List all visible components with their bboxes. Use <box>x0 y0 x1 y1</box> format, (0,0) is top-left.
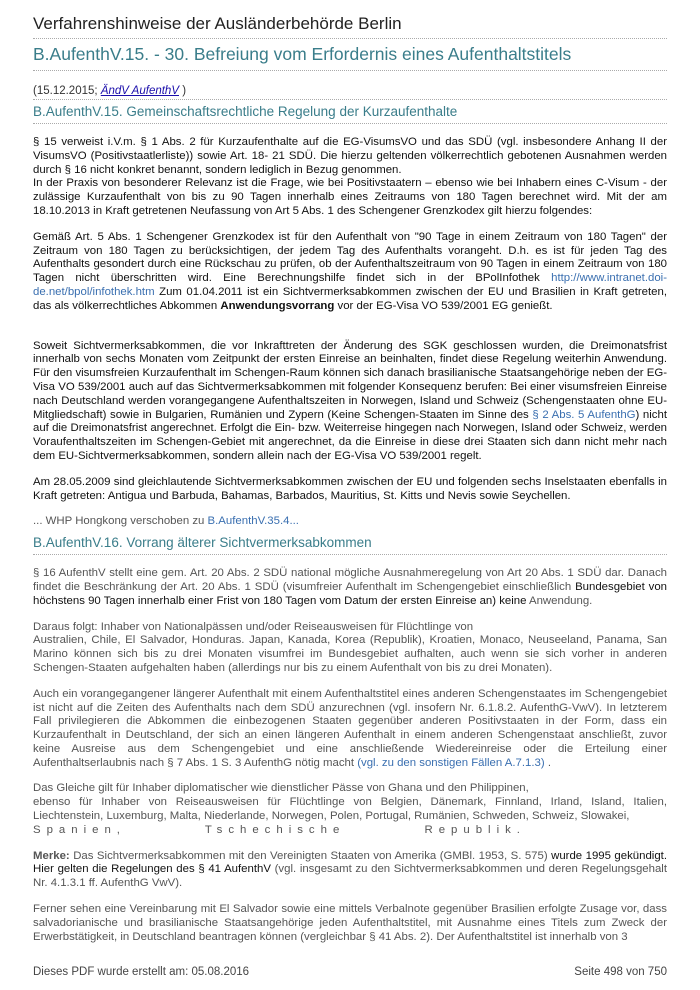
divider <box>33 38 667 39</box>
paragraph: Merke: Das Sichtvermerksabkommen mit den Vereinigten Staaten von Amerika (GMBl. 1953, S. 575) wurde 1995 gekündigt. Hier gelten die Regelungen des § 41 AufenthV (vgl. insgesamt zu den Sichtvermerksabkommen und deren Regelungsgehalt Nr. 4.1.3.1 ff. AufenthG VwV). <box>33 849 667 890</box>
paragraph: Das Gleiche gilt für Inhaber diplomatischer wie dienstlicher Pässe von Ghana und den Philippinen, <box>33 782 529 795</box>
paragraph: Daraus folgt: Inhaber von Nationalpässen und/oder Reiseausweisen für Flüchtlinge von <box>33 620 474 633</box>
page-title: B.AufenthV.15. - 30. Befreiung vom Erfordernis eines Aufenthaltstitels <box>33 44 572 64</box>
paragraph: ... WHP Hongkong verschoben zu B.AufenthV.35.4... <box>33 515 299 528</box>
sonstige-faelle-link[interactable]: (vgl. zu den sonstigen Fällen A.7.1.3) <box>357 756 545 769</box>
page-number: Seite 498 von 750 <box>574 966 667 978</box>
paragraph: Ferner sehen eine Vereinbarung mit El Salvador sowie eine mittels Verbalnote gegenüber Brasilien erfolgte Zusage vor, dass salvadorianische und brasilianische Staatsangehörige jeden Aufenthaltstitel, mit Ausnahme eines Titels zum Zweck der Erwerbstätigkeit, in Deutschland beantragen können (vergleichbar § 41 Abs. 2). Der Aufenthaltstitel ist innerhalb von 3 <box>33 903 667 943</box>
section-heading-16: B.AufenthV.16. Vorrang älterer Sichtvermerksabkommen <box>33 535 372 551</box>
change-note: (15.12.2015; ÄndV AufenthV ) <box>33 85 187 97</box>
section-heading-15: B.AufenthV.15. Gemeinschaftsrechtliche Regelung der Kurzaufenthalte <box>33 104 458 119</box>
paragraph: Australien, Chile, El Salvador, Honduras. Japan, Kanada, Korea (Republik), Kroatien, Monaco, Neuseeland, Panama, San Marino können sich bis zu drei Monaten visumfrei im Bundesgebiet aufhalten, auch wenn sie sich vorher in anderen Schengen-Staaten aufgehalten haben (allerdings nur bis zu einem Aufenthalt von bis zu drei Monaten). <box>33 634 667 674</box>
divider <box>33 99 667 100</box>
paragraph: § 15 verweist i.V.m. § 1 Abs. 2 für Kurzaufenthalte auf die EG-VisumsVO und das SDÜ (vgl. insbesondere Anhang II der VisumsVO (Positivstaatlerliste)) sowie Art. 18- 21 SDÜ. Die hierzu geltenden völkerrechtlich gebotenen Ausnahmen werden durch § 16 nicht konkret benannt, sondern lediglich in Bezug genommen. <box>33 136 667 176</box>
paragraph: Spanien, Tschechische Republik. <box>33 823 526 836</box>
page-footer <box>33 966 667 978</box>
aufenthg-link[interactable]: § 2 Abs. 5 AufenthG <box>532 408 636 421</box>
created-date: Dieses PDF wurde erstellt am: 05.08.2016 <box>33 966 250 978</box>
paragraph: Soweit Sichtvermerksabkommen, die vor Inkrafttreten der Änderung des SGK geschlossen wurden, die Dreimonatsfrist innerhalb von sechs Monaten vom Zeitpunkt der ersten Einreise an beinhalten, findet diese Regelung weiterhin Anwendung. Für den visumsfreien Kurzaufenthalt im Schengen-Raum können sich danach brasilianische Staatsangehörige neben der EG-Visa VO 539/2001 auch auf das Sichtvermerksabkommen mit folgender Konsequenz berufen: Bei einer visumsfreien Einreise nach Deutschland werden vorangegangene Aufenthaltszeiten in Norwegen, Island und Schweiz (Schengenstaaten ohne EU-Mitgliedschaft) sowie in Bulgarien, Rumänien und Zypern (Keine Schengen-Staaten im Sinne des § 2 Abs. 5 AufenthG) nicht auf die Dreimonatsfrist angerechnet. Erfolgt die Ein- bzw. Weiterreise hingegen nach Norwegen, Island oder Schweiz, werden Voraufenthaltszeiten im Schengen-Gebiet mit angerechnet, da die Einreise in diese drei Staaten sich dann nicht mehr nach dem EU-Sichtvermerksabkommen, sondern allein nach der EG-Visa VO 539/2001 regelt. <box>33 339 667 462</box>
aendv-link[interactable]: ÄndV AufenthV <box>100 85 179 97</box>
infothek-link[interactable]: http://www.intranet.doi-de.net/bpol/infothek.htm <box>33 272 667 298</box>
page-content <box>33 10 667 944</box>
paragraph: Am 28.05.2009 sind gleichlautende Sichtvermerksabkommen zwischen der EU und folgenden sechs Inselstaaten ebenfalls in Kraft getreten: Antigua und Barbuda, Bahamas, Barbados, Mauritius, St. Kitts und Nevis sowie Seychellen. <box>33 475 667 502</box>
paragraph: Auch ein vorangegangener längerer Aufenthalt mit einem Aufenthaltstitel eines anderen Schengenstaates im Schengengebiet ist nicht auf die Zeiten des Aufenthalts nach dem SDÜ anzurechnen (vgl. insofern Nr. 6.1.8.2. AufenthG-VwV). In letzterem Fall privilegieren die Abkommen die einbezogenen Staaten gegenüber anderen Positivstaaten in der Form, dass ein Kurzaufenthalt in Deutschland, der sich an einen längeren Aufenthalt in einem anderen Schengenstaat anschließt, zuvor keine Ausreise aus dem Schengengebiet und eine anschließende Wiedereinreise oder die Erteilung einer Aufenthaltserlaubnis nach § 7 Abs. 1 S. 3 AufenthG nötig macht (vgl. zu den sonstigen Fällen A.7.1.3) . <box>33 687 667 769</box>
paragraph: Gemäß Art. 5 Abs. 1 Schengener Grenzkodex ist für den Aufenthalt von "90 Tage in einem Zeitraum von 180 Tagen" der Zeitraum von 180 Tagen zu berücksichtigen, der jedem Tag des Aufenthalts vorangeht. D.h. es ist für jeden Tag des Aufenthalts gesondert durch eine Rückschau zu prüfen, ob der Aufenthaltszeitraum von 90 Tagen in einem Zeitraum von 180 Tagen nicht überschritten wird. Eine Berechnungshilfe findet sich in der BPolInfothek http://www.intranet.doi-de.net/bpol/infothek.htm Zum 01.04.2011 ist ein Sichtvermerksabkommen zwischen der EU und Brasilien in Kraft getreten, das als völkerrechtliches Abkommen Anwendungsvorrang vor der EG-Visa VO 539/2001 EG genießt. <box>33 230 667 312</box>
paragraph: § 16 AufenthV stellt eine gem. Art. 20 Abs. 2 SDÜ national mögliche Ausnahmeregelung von Art 20 Abs. 1 SDÜ dar. Danach findet die Beschränkung der Art. 20 Abs. 1 SDÜ (visumfreier Aufenthalt im Schengengebiet einschließlich Bundesgebiet von höchstens 90 Tagen innerhalb einer Frist von 180 Tagen vom Datum der ersten Einreise an) keine Anwendung. <box>33 567 667 607</box>
site-title: Verfahrenshinweise der Ausländerbehörde Berlin <box>33 14 402 33</box>
whp-link[interactable]: B.AufenthV.35.4... <box>207 515 299 528</box>
divider <box>33 70 667 71</box>
paragraph: In der Praxis von besonderer Relevanz ist die Frage, wie bei Positivstaatern – ebenso wie bei Inhabern eines C-Visum - der zulässige Kurzaufenthalt von bis zu 90 Tagen innerhalb eines Zeitraums von 180 Tagen berechnet wird. Mit der am 18.10.2013 in Kraft getretenen Neufassung von Art 5 Abs. 1 des Schengener Grenzkodex gilt hierzu folgendes: <box>33 177 667 217</box>
paragraph: ebenso für Inhaber von Reiseausweisen für Flüchtlinge von Belgien, Dänemark, Finnland, Irland, Island, Italien, Liechtenstein, Luxemburg, Malta, Niederlande, Norwegen, Polen, Portugal, Rumänien, Schweden, Schweiz, Slowakei, <box>33 796 667 823</box>
